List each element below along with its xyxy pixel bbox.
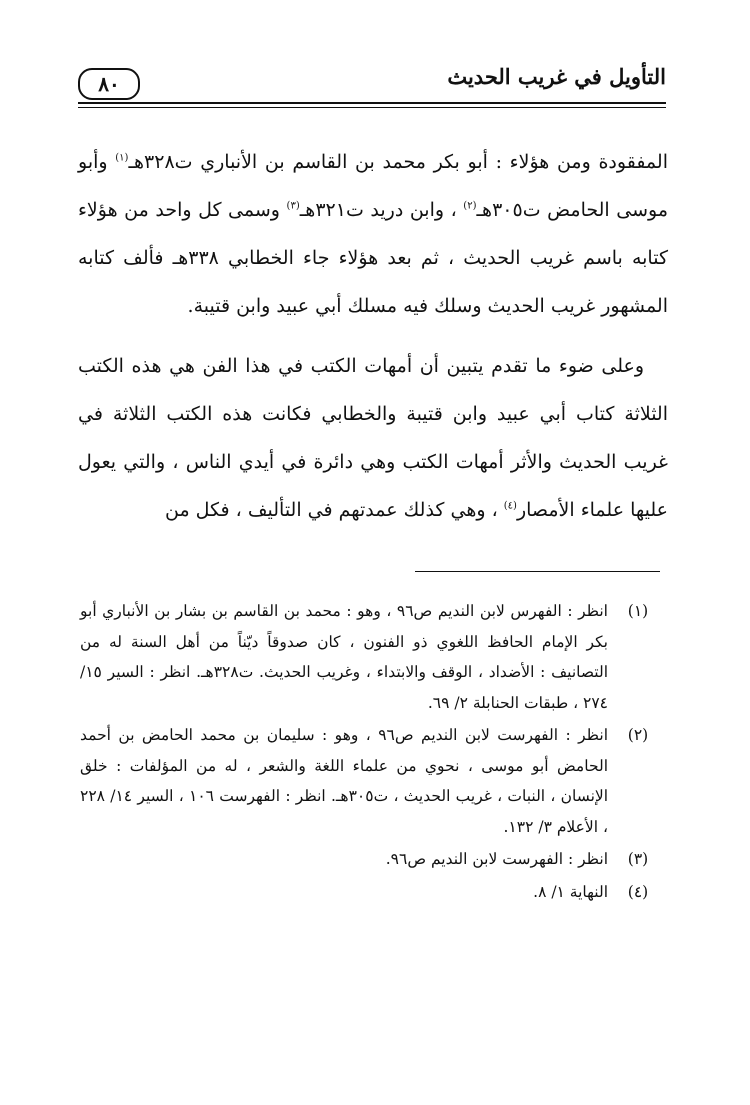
paragraph-1-part-4: وسمى كل واحد من هؤلاء كتابه باسم غريب الحديث ، ثم بعد هؤلاء جاء الخطابي ٣٣٨هـ فألف كتابه المشهور غريب الحديث وسلك فيه مسلك أبي عبيد وابن قتيبة. — [78, 199, 668, 317]
footnote-number: (٢) — [627, 726, 649, 744]
footnote-1 — [80, 596, 668, 718]
paragraph-2-part-1: وعلى ضوء ما تقدم يتبين أن أمهات الكتب في هذا الفن هي هذه الكتب الثلاثة كتاب أبي عبيد وابن قتيبة والخطابي فكانت هذه الكتب الثلاثة في غريب الحديث والأثر أمهات الكتب وهي دائرة في أيدي الناس ، والتي يعول عليها علماء الأمصار — [78, 355, 668, 521]
header-rule — [78, 102, 666, 104]
paragraph-1-part-2: وأبو موسى الحامض ت٣٠٥هـ — [78, 151, 669, 221]
footnote-3 — [80, 844, 668, 875]
page-number: ٨٠ — [78, 68, 140, 100]
footnote-marker-4: (٤) — [503, 500, 517, 512]
footnote-text: انظر : الفهرست لابن النديم ص٩٦ ، وهو : سليمان بن محمد الحامض بن أحمد الحامض أبو موسى ، نحوي من علماء اللغة والشعر ، له من المؤلفات : خلق الإنسان ، النبات ، غريب الحديث ، ت٣٠٥هـ. انظر : الفهرست ١٠٦ ، السير ١٤/ ٢٢٨ ، الأعلام ٣/ ١٣٢. — [80, 726, 609, 836]
footnote-marker-2: (٢) — [463, 200, 477, 212]
footnote-text: النهاية ١/ ٨. — [533, 882, 608, 901]
footnote-number: (٤) — [627, 882, 649, 901]
main-text — [78, 138, 668, 534]
footnote-text: انظر : الفهرست لابن النديم ص٩٦. — [385, 850, 608, 868]
page-header — [78, 62, 666, 106]
paragraph-2-part-2: ، وهي كذلك عمدتهم في التأليف ، فكل من — [164, 499, 504, 521]
paragraph-1-part-1: المفقودة ومن هؤلاء : أبو بكر محمد بن القاسم بن الأنباري ت٣٢٨هـ — [128, 151, 668, 173]
footnotes — [80, 596, 668, 909]
paragraph-1-part-3: ، وابن دريد ت٣٢١هـ — [299, 199, 464, 221]
footnote-separator — [415, 571, 660, 572]
header-rule-thin — [78, 107, 666, 108]
footnote-marker-3: (٣) — [286, 200, 300, 212]
footnote-2 — [80, 720, 668, 842]
footnote-4 — [80, 877, 668, 908]
footnote-marker-1: (١) — [115, 152, 129, 164]
footnote-text: انظر : الفهرس لابن النديم ص٩٦ ، وهو : محمد بن القاسم بن بشار بن الأنباري أبو بكر الإمام الحافظ اللغوي ذو الفنون ، كان صدوقاً ديّناً من أهل السنة له من التصانيف : الأضداد ، الوقف والابتداء ، وغريب الحديث. ت٣٢٨هـ. انظر : السير ١٥/ ٢٧٤ ، طبقات الحنابلة ٢/ ٦٩. — [80, 602, 609, 712]
book-title: التأويل في غريب الحديث — [447, 64, 666, 89]
paragraph-2 — [78, 342, 668, 534]
footnote-number: (٣) — [627, 850, 649, 868]
footnote-number: (١) — [627, 602, 649, 620]
paragraph-1 — [78, 138, 668, 330]
